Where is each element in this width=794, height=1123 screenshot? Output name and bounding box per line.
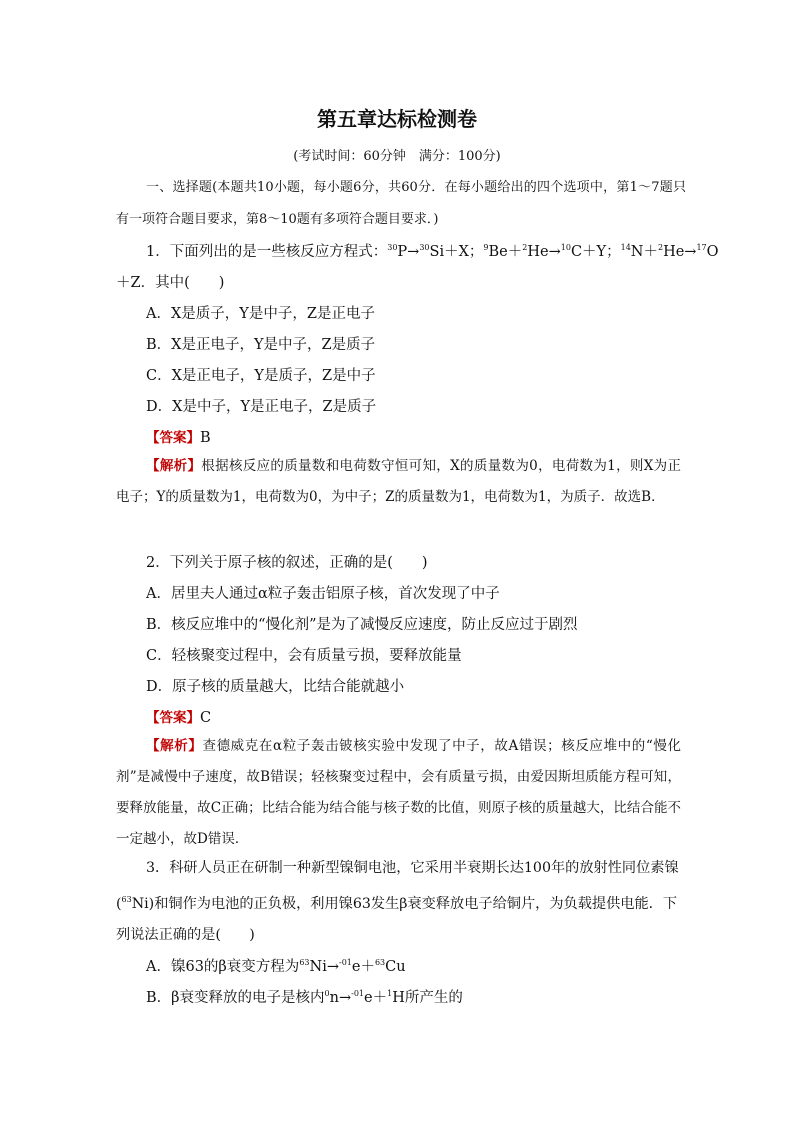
question-2-option-b: B．核反应堆中的“慢化剂”是为了减慢反应速度，防止反应过于剧烈 — [146, 617, 578, 633]
question-2-explanation: 【解析】查德威克在α粒子轰击铍核实验中发现了中子，故A错误；核反应堆中的“慢化剂”是减慢中子速度，故B错误；轻核聚变过程中，会有质量亏损，由爱因斯坦质能方程可知，要释放能量，故C正确；比结合能为结合能与核子数的比值，则原子核的质量越大，比结合能不一定越小，故D错误． — [116, 738, 681, 847]
question-2-option-c: C．轻核聚变过程中，会有质量亏损，要释放能量 — [146, 648, 462, 664]
exam-info: (考试时间：60分钟 满分：100分) — [293, 149, 501, 164]
section-intro: 一、选择题(本题共10小题，每小题6分，共60分．在每小题给出的四个选项中，第1～7题只有一项符合题目要求，第8～10题有多项符合题目要求．) — [116, 180, 686, 227]
question-2-option-d: D．原子核的质量越大，比结合能就越小 — [146, 679, 405, 695]
page-title: 第五章达标检测卷 — [317, 107, 477, 131]
question-1-answer — [146, 426, 211, 446]
question-1-option-b: B．X是正电子，Y是中子，Z是质子 — [146, 337, 376, 353]
question-3-option-b: B．β衰变释放的电子是核内$^0$n→$^{-01}$e＋$^1$H所产生的 — [146, 989, 463, 1006]
answer-value: B — [200, 430, 211, 446]
question-1-stem-cont: ＋Z．其中( ) — [116, 275, 225, 291]
explain-tag: 【解析】 — [146, 738, 203, 754]
explain-tag: 【解析】 — [146, 458, 202, 474]
question-2-option-a: A．居里夫人通过α粒子轰击铝原子核，首次发现了中子 — [146, 586, 500, 602]
question-1-option-d: D．X是中子，Y是正电子，Z是质子 — [146, 399, 377, 415]
answer-value: C — [200, 710, 212, 726]
question-3-stem: 3．科研人员正在研制一种新型镍铜电池，它采用半衰期长达100年的放射性同位素镍($^{63}$Ni)和铜作为电池的正负极，利用镍63发生β衰变释放电子给铜片，为负载提供电能．下列说法正确的是( ) — [116, 860, 679, 943]
question-1-stem: 1．下面列出的是一些核反应方程式：$^{30}$P→$^{30}$Si＋X；$^9$Be＋$^2$He→$^{10}$C＋Y；$^{14}$N＋$^2$He→$^{17}$O — [146, 243, 719, 260]
question-1-option-a: A．X是质子，Y是中子，Z是正电子 — [146, 306, 375, 322]
question-1-option-c: C．X是正电子，Y是质子，Z是中子 — [146, 368, 376, 384]
question-1-explanation: 【解析】根据核反应的质量数和电荷数守恒可知，X的质量数为0，电荷数为1，则X为正电子；Y的质量数为1，电荷数为0，为中子；Z的质量数为1，电荷数为1，为质子．故选B． — [116, 458, 681, 505]
answer-tag: 【答案】 — [146, 430, 200, 446]
answer-tag: 【答案】 — [146, 710, 200, 726]
question-2-stem: 2．下列关于原子核的叙述，正确的是( ) — [146, 555, 428, 571]
question-3-option-a: A．镍63的β衰变方程为$^{63}$Ni→$^{-01}$e＋$^{63}$Cu — [146, 958, 406, 975]
question-2-answer — [146, 706, 211, 726]
